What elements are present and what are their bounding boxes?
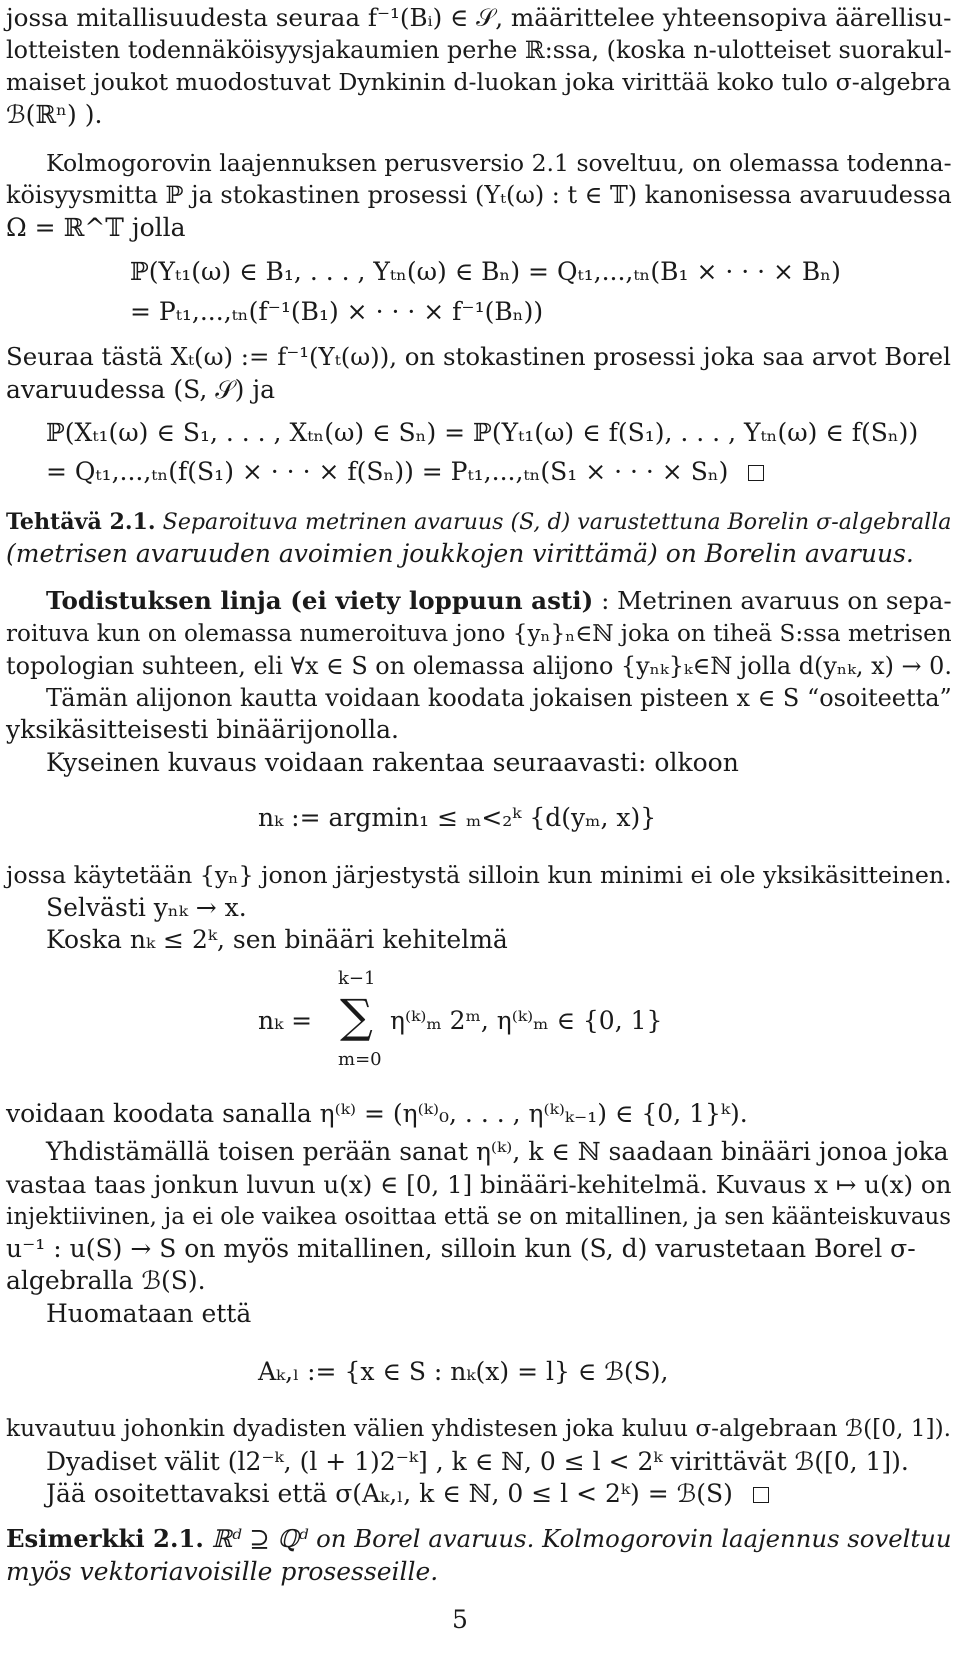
text-line: voidaan koodata sanalla η⁽ᵏ⁾ = (η⁽ᵏ⁾₀, . . . , η⁽ᵏ⁾ₖ₋₁) ∈ {0, 1}ᵏ).: [6, 1099, 748, 1129]
display-equation: ℙ(Xₜ₁(ω) ∈ S₁, . . . , Xₜₙ(ω) ∈ Sₙ) = ℙ(Yₜ₁(ω) ∈ f(S₁), . . . , Yₜₙ(ω) ∈ f(Sₙ)): [46, 418, 919, 448]
proof-heading: Todistuksen linja (ei viety loppuun asti): [46, 586, 594, 616]
display-equation: Aₖ,ₗ := {x ∈ S : nₖ(x) = l} ∈ ℬ(S),: [258, 1357, 669, 1387]
text-line: injektiivinen, ja ei ole vaikea osoittaa että se on mitallinen, ja sen käänteiskuvaus: [6, 1203, 951, 1230]
qed-symbol: [748, 465, 764, 481]
text-line: ℬ(ℝⁿ) ).: [6, 99, 103, 129]
text-line: lotteisten todennäköisyysjakaumien perhe ℝ:ssa, (koska n-ulotteiset suorakul-: [6, 36, 952, 65]
text-line: Kolmogorovin laajennuksen perusversio 2.1 soveltuu, on olemassa todenna-: [46, 149, 952, 178]
text-line: Selvästi yₙₖ → x.: [46, 892, 247, 922]
text-line: Tämän alijonon kautta voidaan koodata jokaisen pisteen x ∈ S “osoiteetta”: [46, 684, 952, 713]
text-line: Yhdistämällä toisen perään sanat η⁽ᵏ⁾, k ∈ ℕ saadaan binääri jonoa joka: [46, 1137, 949, 1167]
text-line: vastaa taas jonkun luvun u(x) ∈ [0, 1] binääri-kehitelmä. Kuvaus x ↦ u(x) on: [6, 1169, 952, 1199]
text-line: Koska nₖ ≤ 2ᵏ, sen binääri kehitelmä: [46, 924, 508, 954]
text-line: Seuraa tästä Xₜ(ω) := f⁻¹(Yₜ(ω)), on stokastinen prosessi joka saa arvot Borel: [6, 342, 951, 372]
sum-lower-limit: m=0: [338, 1049, 382, 1071]
display-equation: = Qₜ₁,...,ₜₙ(f(S₁) × · · · × f(Sₙ)) = Pₜ₁,...,ₜₙ(S₁ × · · · × Sₙ): [46, 456, 764, 488]
text-line: köisyysmitta ℙ ja stokastinen prosessi (Yₜ(ω) : t ∈ 𝕋) kanonisessa avaruudessa: [6, 181, 952, 210]
text-line: topologian suhteen, eli ∀x ∈ S on olemassa alijono {yₙₖ}ₖ∈ℕ jolla d(yₙₖ, x) → 0.: [6, 651, 952, 680]
example-statement: Esimerkki 2.1. ℝᵈ ⊇ ℚᵈ on Borel avaruus. Kolmogorovin laajennus soveltuu: [6, 1524, 952, 1554]
text-line: Jää osoitettavaksi että σ(Aₖ,ₗ, k ∈ ℕ, 0 ≤ l < 2ᵏ) = ℬ(S): [46, 1478, 769, 1510]
text-line: (metrisen avaruuden avoimien joukkojen virittämä) on Borelin avaruus.: [6, 538, 914, 568]
exercise-statement: Tehtävä 2.1. Separoituva metrinen avaruus (S, d) varustettuna Borelin σ-algebralla: [6, 508, 952, 535]
text-line: jossa käytetään {yₙ} jonon järjestystä silloin kun minimi ei ole yksikäsitteinen.: [6, 861, 952, 890]
sum-upper-limit: k−1: [338, 967, 376, 989]
display-equation: = Pₜ₁,...,ₜₙ(f⁻¹(B₁) × · · · × f⁻¹(Bₙ)): [130, 296, 544, 326]
text-line: Dyadiset välit (l2⁻ᵏ, (l + 1)2⁻ᵏ] , k ∈ ℕ, 0 ≤ l < 2ᵏ virittävät ℬ([0, 1]).: [46, 1446, 909, 1476]
text-line: maiset joukot muodostuvat Dynkinin d-luokan joka virittää koko tulo σ-algebra: [6, 68, 952, 97]
text-line: yksikäsitteisesti binäärijonolla.: [6, 715, 399, 745]
text-line: Kyseinen kuvaus voidaan rakentaa seuraavasti: olkoon: [46, 747, 739, 777]
text-line: u⁻¹ : u(S) → S on myös mitallinen, silloin kun (S, d) varustetaan Borel σ-: [6, 1234, 916, 1264]
display-equation: nₖ := argmin₁ ≤ ₘ<₂ᵏ {d(yₘ, x)}: [258, 803, 657, 833]
exercise-heading: Tehtävä 2.1.: [6, 508, 156, 535]
text-line: Huomataan että: [46, 1298, 252, 1328]
page-number: 5: [452, 1605, 468, 1634]
text-line: Ω = ℝ^𝕋 jolla: [6, 212, 186, 242]
text-line: avaruudessa (S, 𝒮) ja: [6, 374, 275, 404]
example-heading: Esimerkki 2.1.: [6, 1524, 204, 1554]
sum-lhs: nₖ =: [258, 1006, 313, 1036]
text-line: algebralla ℬ(S).: [6, 1266, 206, 1296]
text-line: jossa mitallisuudesta seuraa f⁻¹(Bᵢ) ∈ 𝒮, määrittelee yhteensopiva äärellisu-: [6, 2, 952, 32]
qed-symbol: [753, 1487, 769, 1503]
text-line: myös vektoriavoisille prosesseille.: [6, 1556, 439, 1586]
text-line: kuvautuu johonkin dyadisten välien yhdistesen joka kuluu σ-algebraan ℬ([0, 1]).: [6, 1415, 952, 1443]
proof-first-line: Todistuksen linja (ei viety loppuun asti) : Metrinen avaruus on sepa-: [46, 586, 952, 616]
text-line: roituva kun on olemassa numeroituva jono {yₙ}ₙ∈ℕ joka on tiheä S:ssa metrisen: [6, 620, 952, 647]
display-equation: ℙ(Yₜ₁(ω) ∈ B₁, . . . , Yₜₙ(ω) ∈ Bₙ) = Qₜ₁,...,ₜₙ(B₁ × · · · × Bₙ): [130, 257, 841, 287]
sum-symbol: ∑: [340, 989, 373, 1044]
sum-rhs: η⁽ᵏ⁾ₘ 2ᵐ, η⁽ᵏ⁾ₘ ∈ {0, 1}: [390, 1006, 663, 1036]
